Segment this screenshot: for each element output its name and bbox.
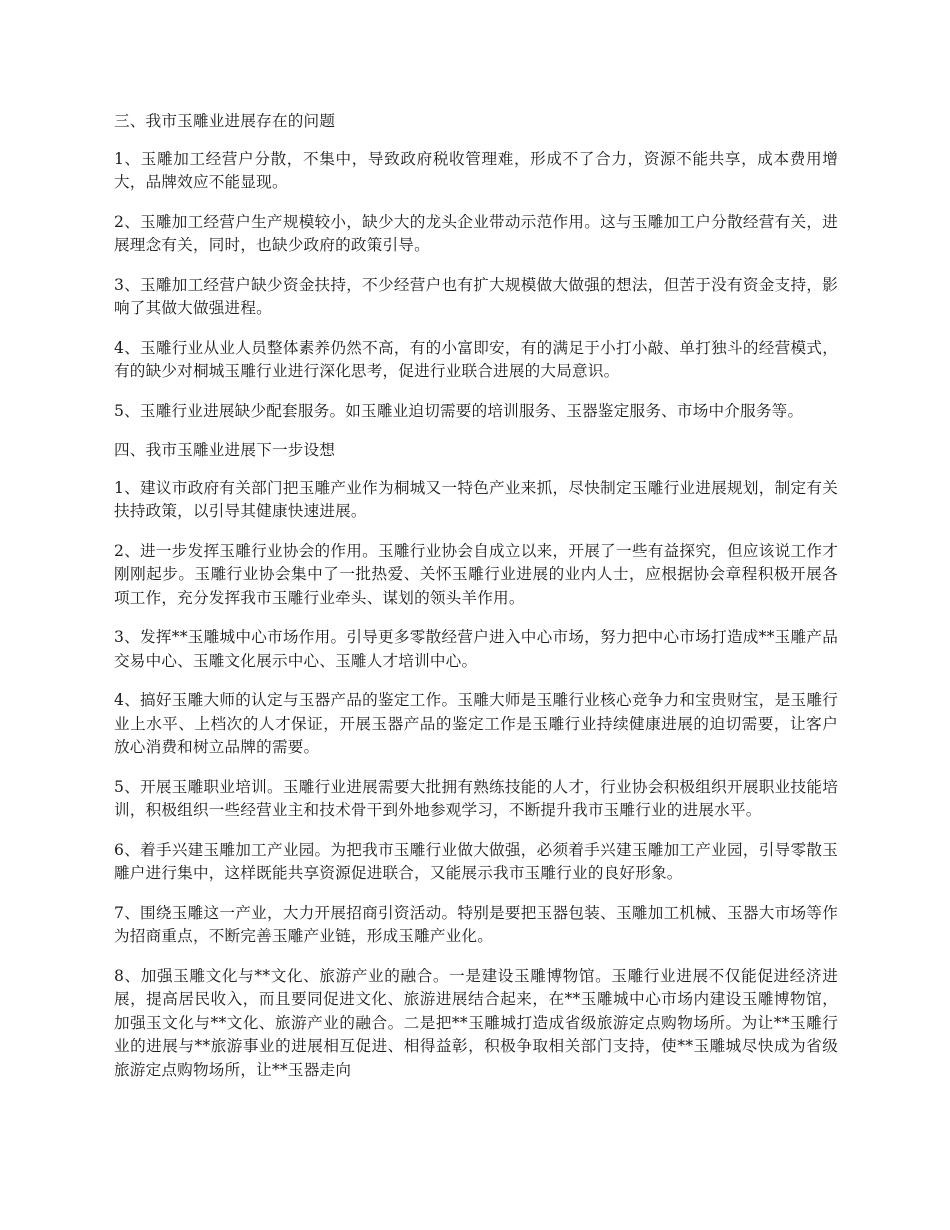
paragraph-step-8: 8、加强玉雕文化与**文化、旅游产业的融合。一是建设玉雕博物馆。玉雕行业进展不仅能促进经济进展，提高居民收入，而且要同促进文化、旅游进展结合起来，在**玉雕城中心市场内建设玉雕博物馆，加强玉文化与**文化、旅游产业的融合。二是把**玉雕城打造成省级旅游定点购物场所。为让**玉雕行业的进展与**旅游事业的进展相互促进、相得益彰，积极争取相关部门支持，使**玉雕城尽快成为省级旅游定点购物场所，让**玉器走向 <box>114 966 838 1079</box>
paragraph-problem-1: 1、玉雕加工经营户分散，不集中，导致政府税收管理难，形成不了合力，资源不能共享，成本费用增大，品牌效应不能显现。 <box>114 149 838 191</box>
paragraph-step-4: 4、搞好玉雕大师的认定与玉器产品的鉴定工作。玉雕大师是玉雕行业核心竞争力和宝贵财宝，是玉雕行业上水平、上档次的人才保证，开展玉器产品的鉴定工作是玉雕行业持续健康进展的迫切需要，让客户放心消费和树立品牌的需要。 <box>114 691 838 756</box>
paragraph-problem-4: 4、玉雕行业从业人员整体素养仍然不高，有的小富即安，有的满足于小打小敲、单打独斗的经营模式，有的缺少对桐城玉雕行业进行深化思考，促进行业联合进展的大局意识。 <box>114 338 838 380</box>
section-heading-next-steps: 四、我市玉雕业进展下一步设想 <box>114 441 336 459</box>
paragraph-step-5: 5、开展玉雕职业培训。玉雕行业进展需要大批拥有熟练技能的人才，行业协会积极组织开展职业技能培训，积极组织一些经营业主和技术骨干到外地参观学习，不断提升我市玉雕行业的进展水平。 <box>114 777 838 819</box>
section-heading-problems: 三、我市玉雕业进展存在的问题 <box>114 112 336 130</box>
paragraph-step-7: 7、围绕玉雕这一产业，大力开展招商引资活动。特别是要把玉器包装、玉雕加工机械、玉器大市场等作为招商重点，不断完善玉雕产业链，形成玉雕产业化。 <box>114 903 838 945</box>
paragraph-step-3: 3、发挥**玉雕城中心市场作用。引导更多零散经营户进入中心市场，努力把中心市场打造成**玉雕产品交易中心、玉雕文化展示中心、玉雕人才培训中心。 <box>114 628 838 670</box>
paragraph-step-2: 2、进一步发挥玉雕行业协会的作用。玉雕行业协会自成立以来，开展了一些有益探究，但应该说工作才刚刚起步。玉雕行业协会集中了一批热爱、关怀玉雕行业进展的业内人士，应根据协会章程积极开展各项工作，充分发挥我市玉雕行业牵头、谋划的领头羊作用。 <box>114 541 838 607</box>
paragraph-problem-5: 5、玉雕行业进展缺少配套服务。如玉雕业迫切需要的培训服务、玉器鉴定服务、市场中介服务等。 <box>114 401 804 420</box>
paragraph-problem-3: 3、玉雕加工经营户缺少资金扶持，不少经营户也有扩大规模做大做强的想法，但苦于没有资金支持，影响了其做大做强进程。 <box>114 275 838 317</box>
paragraph-step-1: 1、建议市政府有关部门把玉雕产业作为桐城又一特色产业来抓，尽快制定玉雕行业进展规划，制定有关扶持政策，以引导其健康快速进展。 <box>114 478 838 520</box>
paragraph-step-6: 6、着手兴建玉雕加工产业园。为把我市玉雕行业做大做强，必须着手兴建玉雕加工产业园，引导零散玉雕户进行集中，这样既能共享资源促进联合，又能展示我市玉雕行业的良好形象。 <box>114 840 838 882</box>
paragraph-problem-2: 2、玉雕加工经营户生产规模较小，缺少大的龙头企业带动示范作用。这与玉雕加工户分散经营有关，进展理念有关，同时，也缺少政府的政策引导。 <box>114 212 838 254</box>
